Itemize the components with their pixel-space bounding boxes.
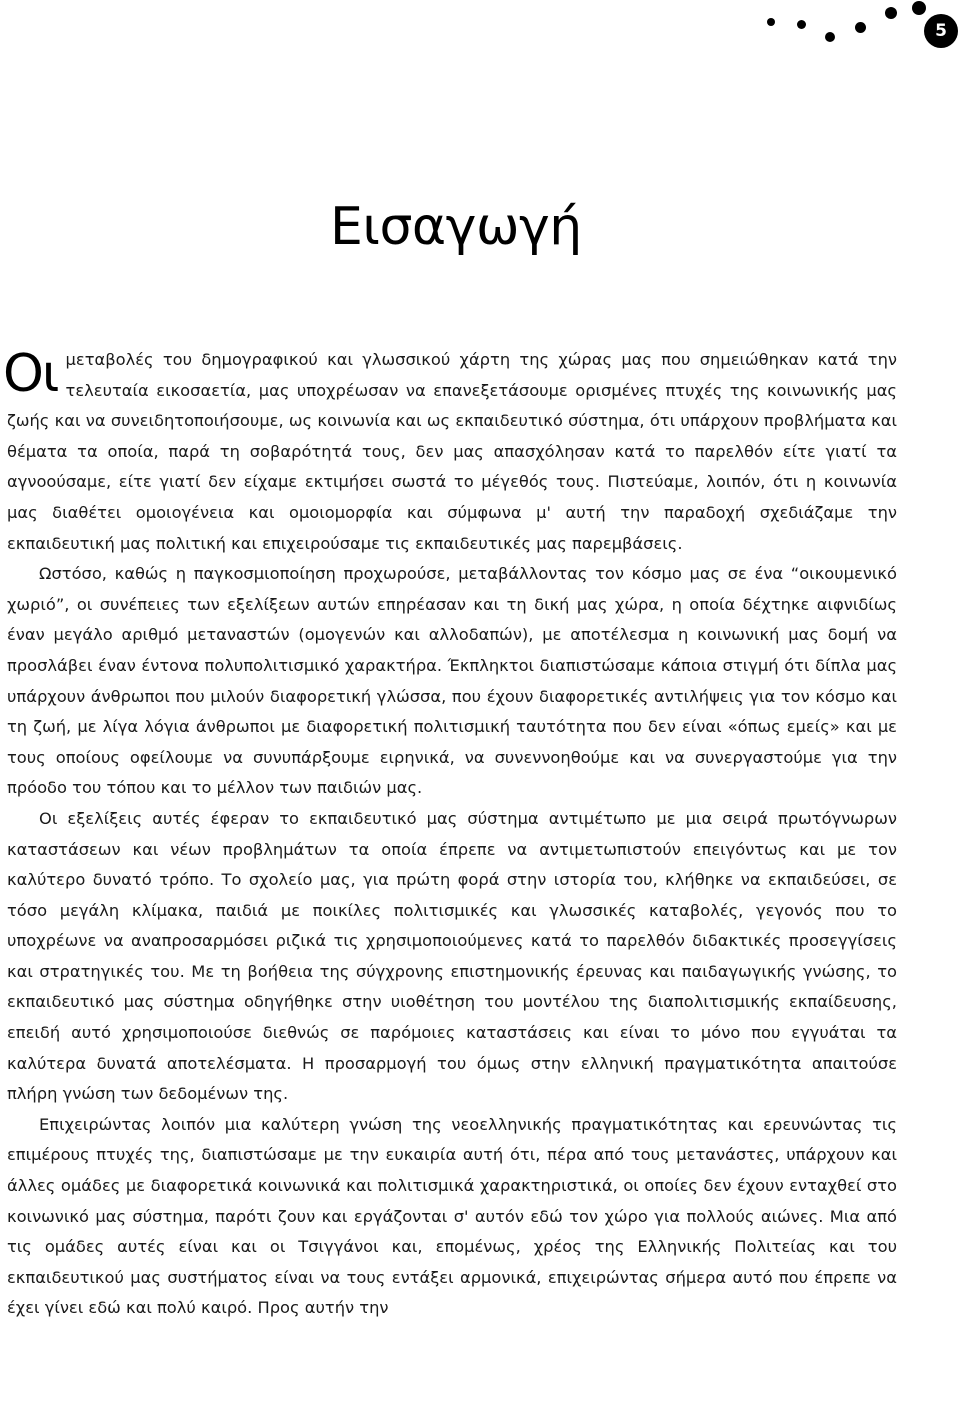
page-number-badge: 5: [924, 14, 958, 48]
decor-dot: [825, 32, 835, 42]
paragraph-2: Ωστόσο, καθώς η παγκοσμιοποίηση προχωρούσε, μεταβάλλοντας τον κόσμο μας σε ένα “οικουμενικό χωριό”, οι συνέπειες των εξελίξεων αυτών επηρέασαν και τη δική μας χώρα, η οποία δέχτηκε αιφνιδίως έναν μεγάλο αριθμό μεταναστών (ομογενών και αλλοδαπών), με αποτέλεσμα η κοινωνική μας δομή να προσλάβει έναν έντονα πολυπολιτισμικό χαρακτήρα. Έκπληκτοι διαπιστώσαμε κάποια στιγμή ότι δίπλα μας υπάρχουν άνθρωποι που μιλούν διαφορετική γλώσσα, που έχουν διαφορετικές αντιλήψεις για τον κόσμο και τη ζωή, με λίγα λόγια άνθρωποι με διαφορετική πολιτισμική ταυτότητα που δεν είναι «όπως εμείς» και με τους οποίους οφείλουμε να συνυπάρξουμε ειρηνικά, να συνεννοηθούμε και να συνεργαστούμε για την πρόοδο του τόπου και το μέλλον των παιδιών μας.: [7, 564, 897, 798]
chapter-title: Εισαγωγή: [330, 197, 582, 257]
paragraph-1: [3, 344, 897, 559]
decor-dot: [885, 7, 897, 19]
paragraph-4: Επιχειρώντας λοιπόν μια καλύτερη γνώση της νεοελληνικής πραγματικότητας και ερευνώντας τις επιμέρους πτυχές της, διαπιστώσαμε με την ευκαιρία αυτή ότι, πέρα από τους μετανάστες, υπάρχουν και άλλες ομάδες με διαφορετικά κοινωνικά και πολιτισμικά χαρακτηριστικά, οι οποίες δεν έχουν ενταχθεί στο κοινωνικό μας σύστημα, παρότι ζουν και εργάζονται σ' αυτόν εδώ τον χώρο για πολλούς αιώνες. Μια από τις ομάδες αυτές είναι και οι Τσιγγάνοι και, επομένως, χρέος της Ελληνικής Πολιτείας και του εκπαιδευτικού μας συστήματος είναι να τους εντάξει αρμονικά, επιχειρώντας σήμερα αυτό που έπρεπε να έχει γίνει εδώ και πολύ καιρό. Προς αυτήν την: [7, 1114, 897, 1318]
paragraph-3: Οι εξελίξεις αυτές έφεραν το εκπαιδευτικό μας σύστημα αντιμέτωπο με μια σειρά πρωτόγνωρων καταστάσεων και νέων προβλημάτων τα οποία έπρεπε να αντιμετωπιστούν επειγόντως και με τον καλύτερο δυνατό τρόπο. Το σχολείο μας, για πρώτη φορά στην ιστορία του, κλήθηκε να εκπαιδεύσει, σε τόσο μεγάλη κλίμακα, παιδιά με ποικίλες πολιτισμικές και γλωσσικές καταβολές, γεγονός που το υποχρέωνε να αναπροσαρμόσει ριζικά τις χρησιμοποιούμενες κατά το παρελθόν διδακτικές προσεγγίσεις και στρατηγικές του. Με τη βοήθεια της σύγχρονης επιστημονικής έρευνας και παιδαγωγικής γνώσης, το εκπαιδευτικό μας σύστημα οδηγήθηκε στην υιοθέτηση του μοντέλου της διαπολιτισμικής εκπαίδευσης, επειδή αυτό χρησιμοποιούσε διεθνώς σε παρόμοιες καταστάσεις και είναι το μόνο που εγγυάται τα καλύτερα δυνατά αποτελέσματα. Η προσαρμογή του όμως στην ελληνική πραγματικότητα απαιτούσε πλήρη γνώση των δεδομένων της.: [7, 808, 897, 1104]
decor-dot: [767, 18, 775, 26]
paragraph-text: μεταβολές του δημογραφικού και γλωσσικού χάρτη της χώρας μας που σημειώθηκαν κατά την τελευταία εικοσαετία, μας υποχρέωσαν να επανεξετάσουμε ορισμένες πτυχές της κοινωνικής μας ζωής και να συνειδητοποιήσουμε, ως κοινωνία και ως εκπαιδευτικό σύστημα, ότι υπάρχουν προβλήματα και θέματα τα οποία, παρά τη σοβαρότητά τους, δεν μας απασχόλησαν κατά το παρελθόν είτε γιατί τα αγνοούσαμε, είτε γιατί δεν είχαμε εκτιμήσει σωστά το μέγεθός τους. Πιστεύαμε, λοιπόν, ότι η κοινωνία μας διαθέτει ομοιογένεια και ομοιομορφία και σύμφωνα μ' αυτή την παραδοχή σχεδιάζαμε την εκπαιδευτική μας πολιτική και επιχειρούσαμε τις εκπαιδευτικές μας παρεμβάσεις.: [7, 350, 897, 553]
body-text: [3, 344, 897, 1324]
decor-dot: [912, 1, 926, 15]
decor-dot: [797, 20, 806, 29]
decor-dot: [855, 22, 866, 33]
drop-cap: Οι: [3, 344, 58, 404]
